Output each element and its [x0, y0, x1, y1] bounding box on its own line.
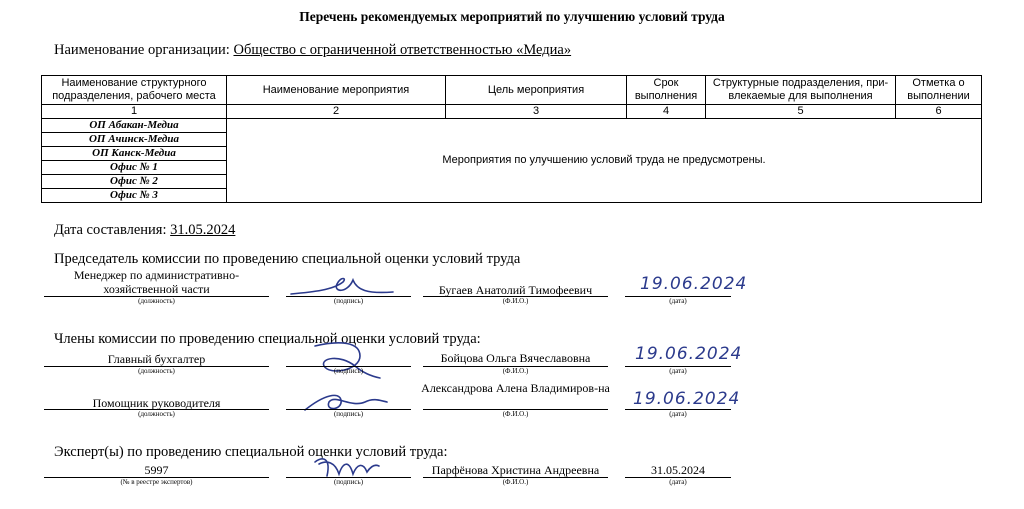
signature-caption: (подпись): [333, 367, 364, 375]
member-date: 19.06.2024: [635, 344, 743, 364]
header-goal: Цель мероприятия: [446, 76, 627, 105]
header-deadline: Срок выполнения: [627, 76, 706, 105]
header-unit: Наименование структурного подразделения, рабочего места: [42, 76, 227, 105]
expert-fio: Парфёнова Христина Андреевна: [431, 463, 600, 477]
chairman-date: 19.06.2024: [640, 274, 748, 294]
chairman-heading: Председатель комиссии по проведению специальной оценки условий труда: [54, 251, 521, 267]
signature-caption: (подпись): [333, 297, 364, 305]
member-date: 19.06.2024: [633, 389, 741, 409]
date-caption: (дата): [669, 410, 687, 418]
header-departments: Структурные подразделения, при-влекаемые для выполнения: [706, 76, 896, 105]
position-caption: (должность): [138, 367, 175, 375]
fio-caption: (Ф.И.О.): [502, 410, 529, 418]
expert-registry-number: 5997: [144, 463, 169, 477]
chairman-fio: Бугаев Анатолий Тимофеевич: [438, 283, 593, 297]
unit-row: ОП Ачинск-Медиа: [42, 133, 227, 147]
header-completion: Отметка о выполнении: [896, 76, 982, 105]
header-measure: Наименование мероприятия: [227, 76, 446, 105]
position-caption: (должность): [138, 297, 175, 305]
members-heading: Члены комиссии по проведению специальной оценки условий труда:: [54, 331, 481, 347]
column-number: 4: [627, 105, 706, 119]
member-fio: Бойцова Ольга Вячеславовна: [440, 351, 591, 365]
unit-row: Офис № 2: [42, 175, 227, 189]
member-position: Главный бухгалтер: [107, 352, 206, 366]
date-compiled: [54, 222, 235, 239]
fio-caption: (Ф.И.О.): [502, 297, 529, 305]
registry-caption: (№ в реестре экспертов): [120, 478, 193, 486]
organization-label: Наименование организации:: [54, 42, 230, 58]
unit-row: ОП Канск-Медиа: [42, 147, 227, 161]
expert-date: 31.05.2024: [651, 463, 705, 477]
column-number: 6: [896, 105, 982, 119]
signature-caption: (подпись): [333, 478, 364, 486]
organization-name: Общество с ограниченной ответственностью «Медиа»: [233, 42, 572, 58]
chairman-position: Менеджер по административно-хозяйственной части: [73, 268, 240, 296]
column-number: 3: [446, 105, 627, 119]
member-fio: Александрова Алена Владимиров-на: [421, 381, 610, 395]
organization-line: [54, 42, 571, 59]
unit-row: ОП Абакан-Медиа: [42, 119, 227, 133]
date-compiled-value: 31.05.2024: [170, 222, 236, 238]
date-caption: (дата): [669, 367, 687, 375]
position-caption: (должность): [138, 410, 175, 418]
unit-row: Офис № 1: [42, 161, 227, 175]
page-title: Перечень рекомендуемых мероприятий по улучшению условий труда: [299, 9, 725, 24]
member-signature: [300, 336, 390, 386]
date-caption: (дата): [669, 478, 687, 486]
measures-table: [41, 75, 982, 203]
no-measures-message: Мероприятия по улучшению условий труда не предусмотрены.: [227, 119, 982, 203]
fio-caption: (Ф.И.О.): [502, 367, 529, 375]
date-caption: (дата): [669, 297, 687, 305]
date-compiled-label: Дата составления:: [54, 222, 167, 238]
column-number: 2: [227, 105, 446, 119]
column-number: 1: [42, 105, 227, 119]
column-number: 5: [706, 105, 896, 119]
fio-caption: (Ф.И.О.): [502, 478, 529, 486]
member-position: Помощник руководителя: [92, 396, 221, 410]
signature-caption: (подпись): [333, 410, 364, 418]
experts-heading: Эксперт(ы) по проведению специальной оценки условий труда:: [54, 444, 448, 460]
unit-row: Офис № 3: [42, 189, 227, 203]
